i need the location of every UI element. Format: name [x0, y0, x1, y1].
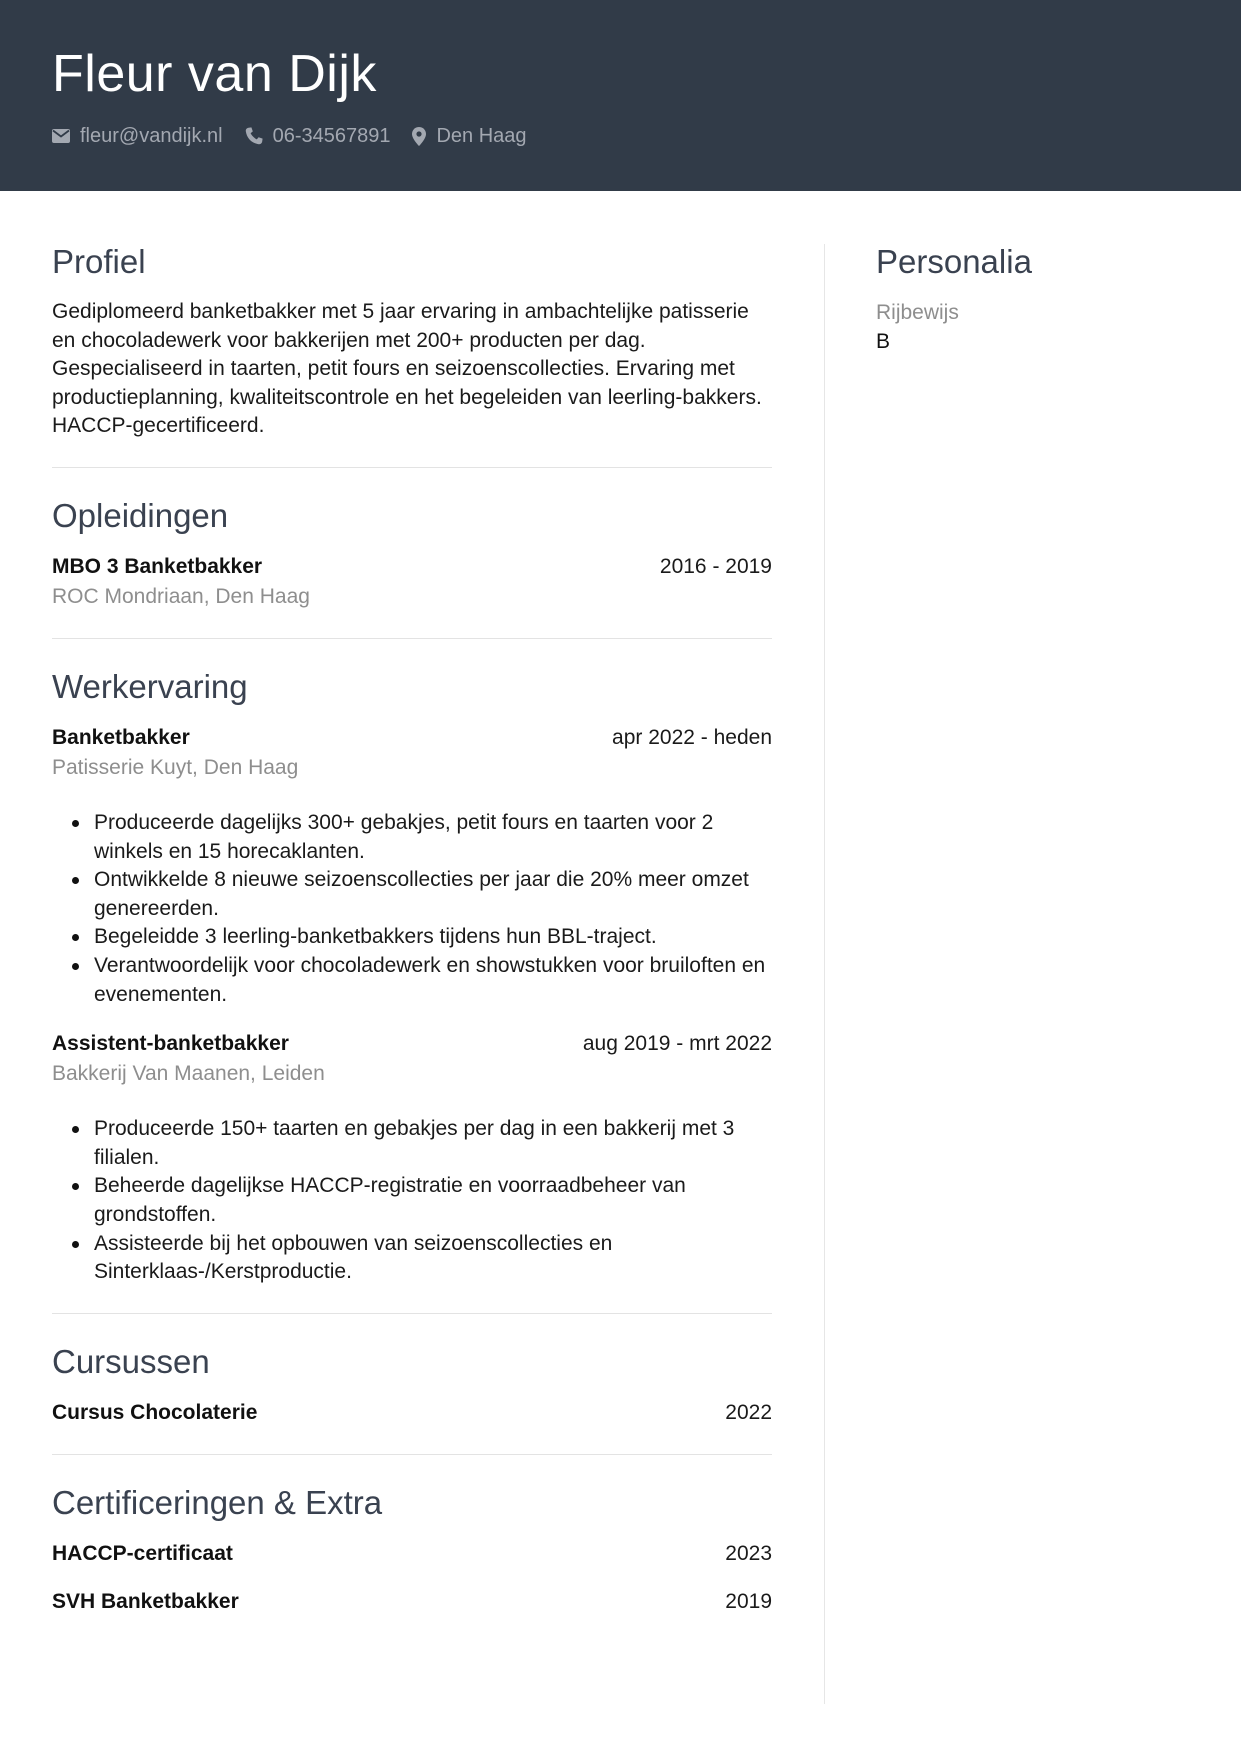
education-section — [52, 494, 772, 639]
experience-entry-head — [52, 723, 772, 753]
course-date: 2022 — [725, 1400, 772, 1424]
list-item: Produceerde 150+ taarten en gebakjes per dag in een bakkerij met 3 filialen. — [94, 1115, 772, 1172]
experience-entry-head — [52, 1029, 772, 1059]
experience-section — [52, 665, 772, 1314]
email-text: fleur@vandijk.nl — [80, 124, 223, 147]
education-date: 2016 - 2019 — [659, 554, 772, 578]
phone-text: 06-34567891 — [272, 124, 391, 147]
column-divider — [824, 244, 825, 1704]
profile-heading: Profiel — [52, 243, 146, 280]
contact-info — [52, 122, 549, 150]
license-value: B — [876, 330, 891, 353]
contact-location — [412, 125, 526, 148]
certifications-heading: Certificeringen & Extra — [52, 1483, 383, 1521]
courses-heading: Cursussen — [52, 1342, 210, 1380]
education-heading: Opleidingen — [52, 496, 229, 534]
list-item: Beheerde dagelijkse HACCP-registratie en voorraadbeheer van grondstoffen. — [94, 1172, 772, 1229]
personalia-heading: Personalia — [876, 243, 1032, 280]
job-company: Patisserie Kuyt, Den Haag — [52, 755, 299, 779]
certification-title: HACCP-certificaat — [52, 1541, 233, 1565]
certification-row — [52, 1587, 772, 1617]
certification-row — [52, 1539, 772, 1569]
certifications-section — [52, 1481, 772, 1643]
side-column — [876, 240, 1196, 356]
profile-text: Gediplomeerd banketbakker met 5 jaar ervaring in ambachtelijke patisserie en chocoladewerk voor bakkerijen met 200+ producten per dag. Gespecialiseerd in taarten, petit fours en seizoenscollecties. Ervaring met productieplanning, kwaliteitscontrole en het begeleiden van leerling-bakkers. HACCP-gecertificeerd. — [52, 300, 762, 438]
list-item: Verantwoordelijk voor chocoladewerk en showstukken voor bruiloften en evenementen. — [94, 952, 772, 1009]
job-title: Assistent-banketbakker — [52, 1032, 289, 1056]
location-text: Den Haag — [436, 124, 527, 147]
contact-email — [52, 125, 223, 148]
certification-title: SVH Banketbakker — [52, 1589, 239, 1613]
education-entry-head — [52, 552, 772, 582]
job-title: Banketbakker — [52, 725, 190, 749]
list-item: Produceerde dagelijks 300+ gebakjes, petit fours en taarten voor 2 winkels en 15 horecaklanten. — [94, 809, 772, 866]
course-row — [52, 1398, 772, 1428]
job-bullets — [52, 1115, 772, 1287]
envelope-icon — [52, 129, 70, 143]
job-company: Bakkerij Van Maanen, Leiden — [52, 1062, 325, 1086]
education-entry — [52, 552, 772, 612]
main-column — [52, 240, 772, 1669]
job-date: apr 2022 - heden — [612, 725, 772, 749]
contact-phone — [245, 125, 391, 148]
courses-section — [52, 1340, 772, 1455]
job-date: aug 2019 - mrt 2022 — [582, 1032, 772, 1056]
resume-header — [0, 0, 1241, 191]
experience-entry — [52, 1029, 772, 1287]
experience-heading: Werkervaring — [52, 667, 248, 705]
candidate-name: Fleur van Dijk — [52, 45, 377, 103]
list-item: Begeleidde 3 leerling-banketbakkers tijdens hun BBL-traject. — [94, 923, 772, 952]
certification-date: 2023 — [725, 1541, 772, 1565]
map-pin-icon — [412, 127, 426, 146]
job-bullets — [52, 809, 772, 1009]
certification-date: 2019 — [725, 1589, 772, 1613]
license-label: Rijbewijs — [876, 301, 959, 324]
education-title: MBO 3 Banketbakker — [52, 554, 263, 578]
list-item: Ontwikkelde 8 nieuwe seizoenscollecties per jaar die 20% meer omzet genereerden. — [94, 866, 772, 923]
phone-icon — [245, 127, 263, 145]
experience-entry — [52, 723, 772, 1009]
course-title: Cursus Chocolaterie — [52, 1400, 258, 1424]
education-institution: ROC Mondriaan, Den Haag — [52, 584, 310, 608]
list-item: Assisteerde bij het opbouwen van seizoenscollecties en Sinterklaas-/Kerstproductie. — [94, 1230, 772, 1287]
profile-section — [52, 240, 772, 468]
